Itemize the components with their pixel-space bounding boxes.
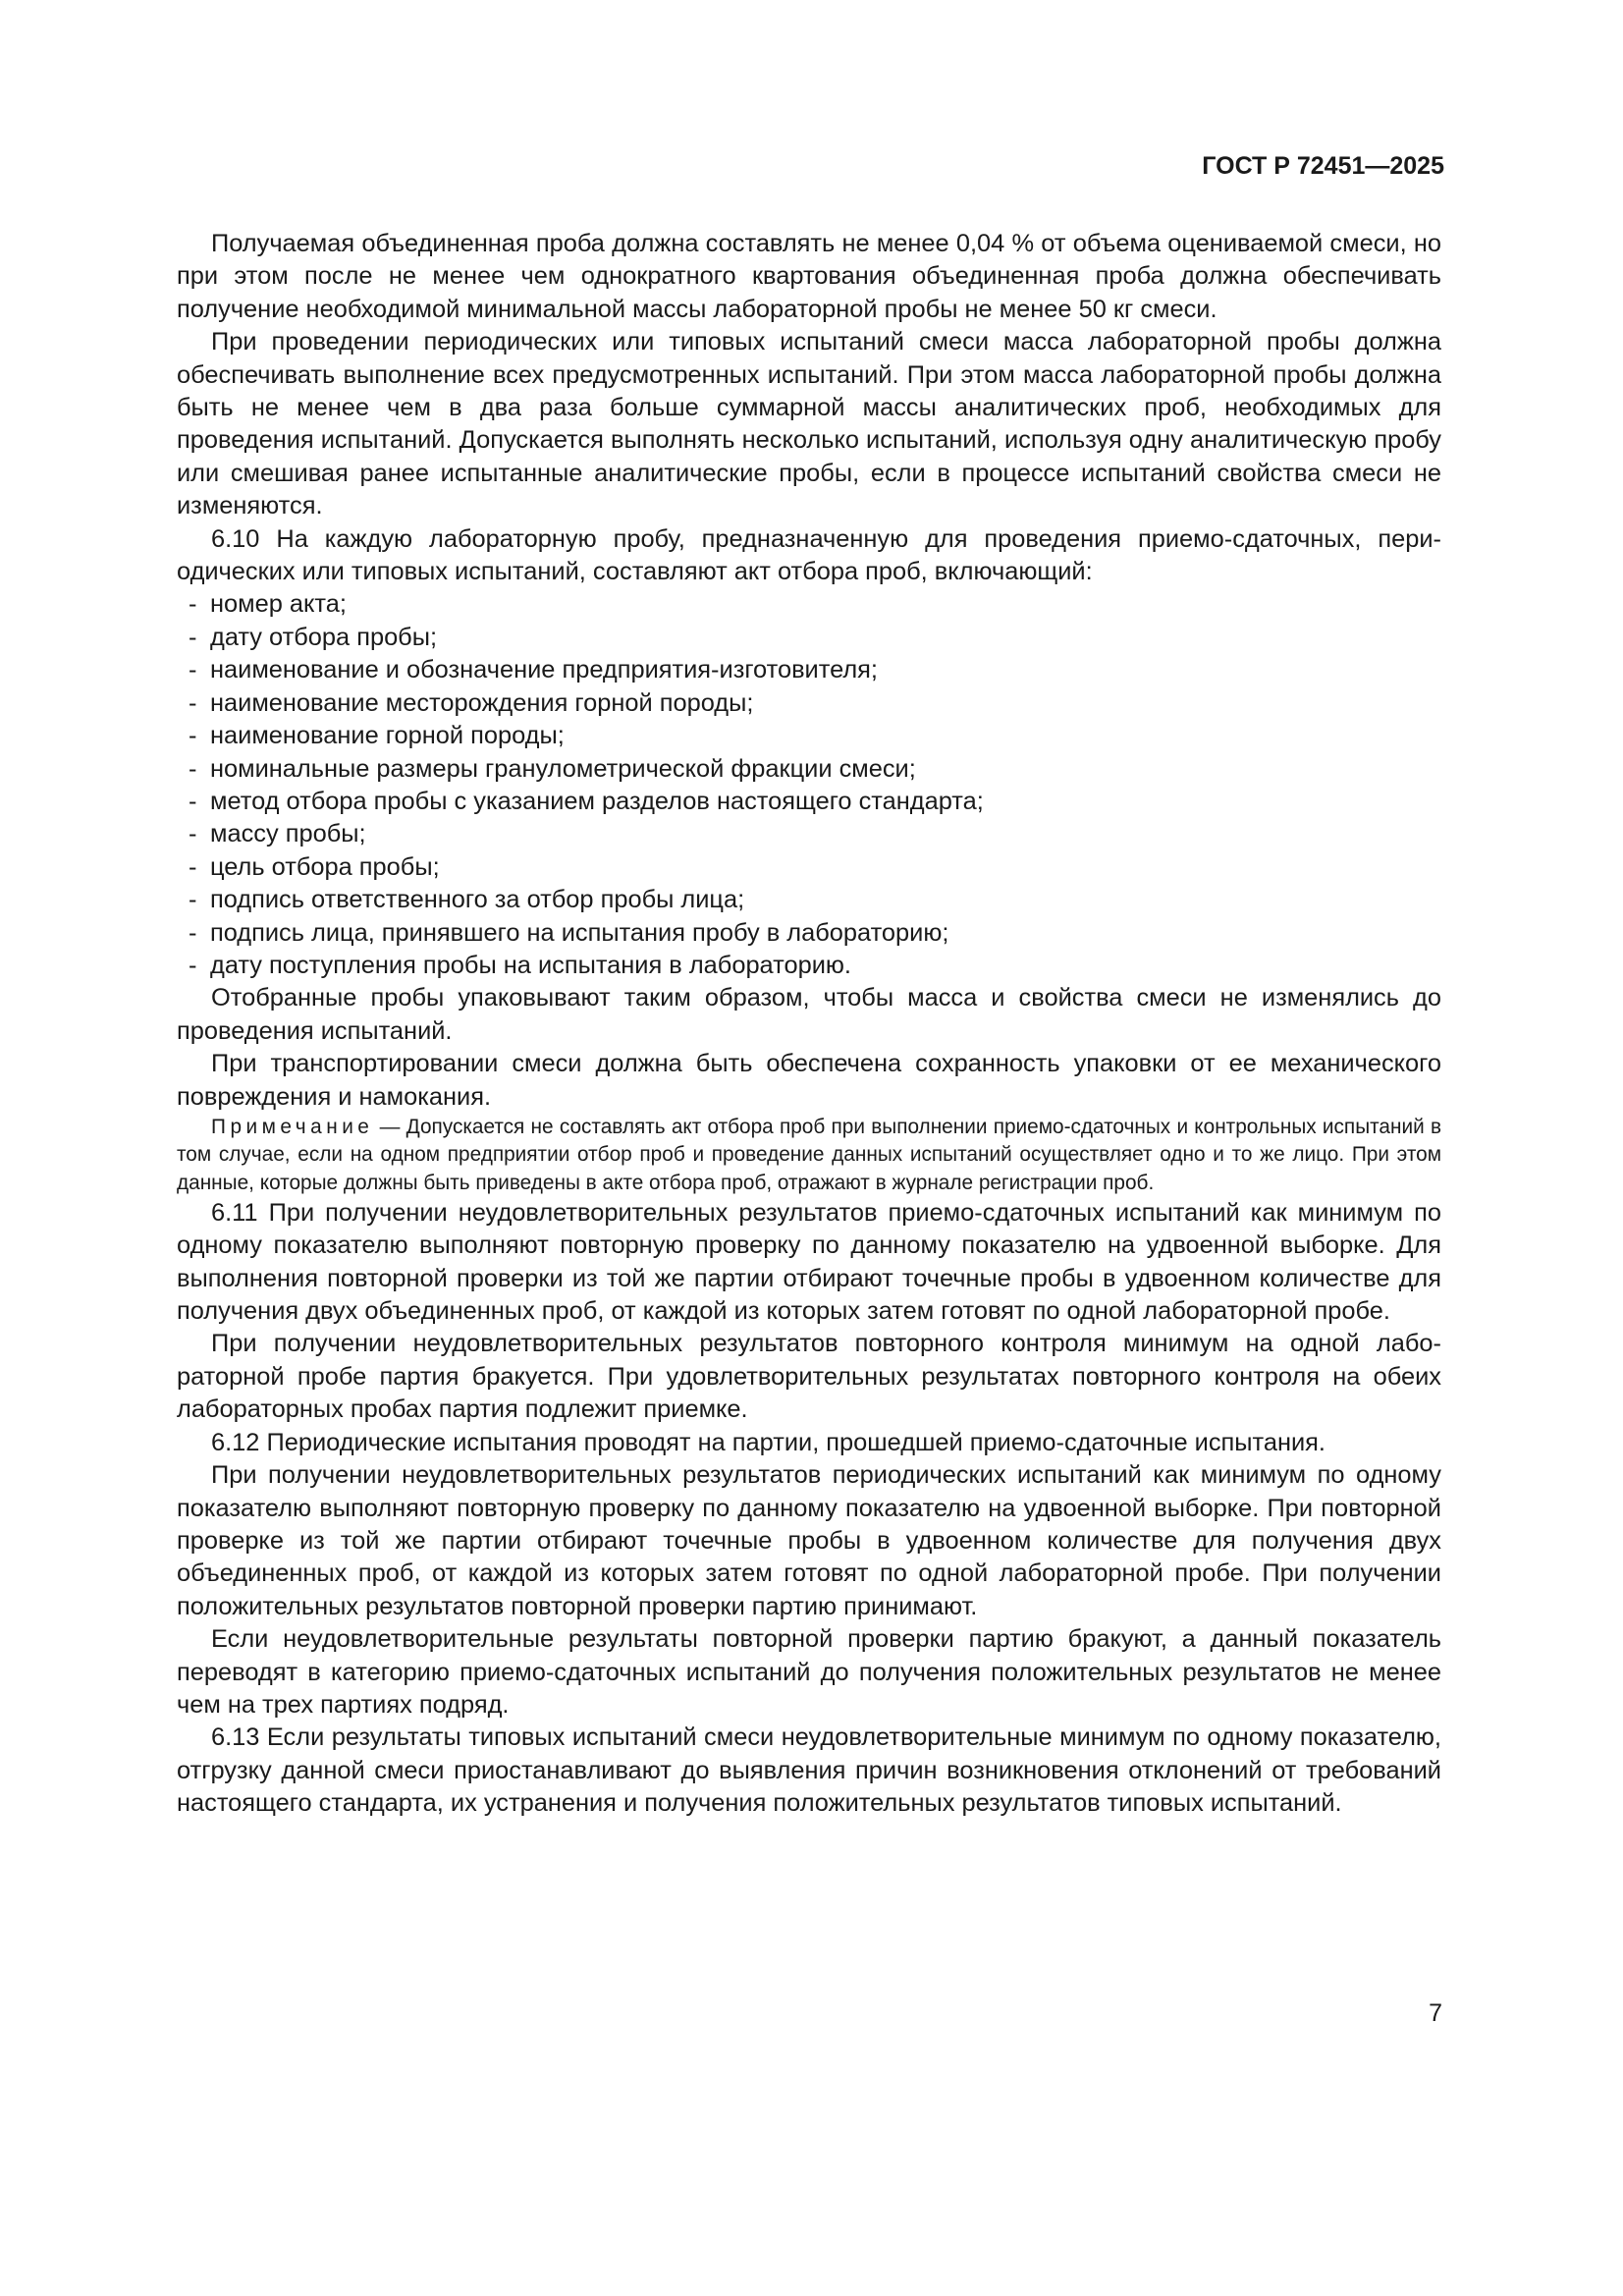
list-dash: - bbox=[189, 656, 197, 684]
list-item: - наименование месторождения горной породы; bbox=[189, 687, 1441, 720]
paragraph-periodic-retest: При получении неудовлетворительных результатов периодических испытаний как минимум по одному показателю выполняют повторную проверку по данному показателю на удвоенной выборке. При повторной проверке из той же партии отбирают точечные пробы в удвоенном количестве для получения двух объединенных проб, от каждой из которых затем готовят по одной лабораторной пробе. При получении положительных результатов повторной проверки партию принимают. bbox=[177, 1461, 1441, 1620]
note-label: Примечание bbox=[211, 1115, 374, 1138]
paragraph-reject-category: Если неудовлетворительные результаты повторной проверки партию бракуют, а данный показатель переводят в категорию приемо-сдаточных испытаний до получения положительных результатов не менее чем на трех партиях подряд. bbox=[177, 1625, 1441, 1719]
paragraph-6-10: 6.10 На каждую лабораторную пробу, предназначенную для проведения приемо-сдаточных, периодических или типовых испытаний, составляют акт отбора проб, включающий: bbox=[177, 524, 1441, 586]
paragraph-lab-sample-mass: При проведении периодических или типовых испытаний смеси масса лабораторной пробы должна обеспечивать выполнение всех предусмотренных испытаний. При этом масса лабораторной пробы должна быть не менее чем в два раза больше суммарной массы аналитических проб, необходимых для проведения испытаний. Допускается выполнять несколько испытаний, используя одну аналитическую пробу или смешивая ранее испытанные аналитические пробы, если в процессе испытаний свойства смеси не изменяются. bbox=[177, 328, 1441, 520]
list-item: - номинальные размеры гранулометрической фракции смеси; bbox=[189, 753, 1441, 786]
list-item: - подпись лица, принявшего на испытания пробу в лабораторию; bbox=[189, 917, 1441, 950]
paragraph-packaging: Отобранные пробы упаковывают таким образом, чтобы масса и свойства смеси не изменялись до проведения испытаний. bbox=[177, 984, 1441, 1045]
list-item: - метод отбора пробы с указанием разделов настоящего стандарта; bbox=[189, 786, 1441, 818]
list-item: - дату поступления пробы на испытания в лабораторию. bbox=[189, 950, 1441, 982]
list-dash: - bbox=[189, 852, 197, 881]
list-item: - цель отбора пробы; bbox=[189, 851, 1441, 884]
paragraph-6-11: 6.11 При получении неудовлетворительных результатов приемо-сдаточных испытаний как минимум по одному показателю выполняют повторную проверку по данному показателю на удвоенной выборке. Для выполнения повторной проверки из той же партии отбирают точечные пробы в удвоенном количестве для получения двух объединенных проб, от каждой из которых затем готовят по одной лабораторной пробе. bbox=[177, 1198, 1441, 1326]
list-dash: - bbox=[189, 951, 197, 979]
paragraph-6-13: 6.13 Если результаты типовых испытаний смеси неудовлетворительные минимум по одному показателю, отгрузку данной смеси приостанавливают до выявления причин возникновения отклонений от требований настоящего стандарта, их устранения и получения положительных результатов типовых испытаний. bbox=[177, 1723, 1441, 1818]
list-dash: - bbox=[189, 688, 197, 717]
list-item: - номер акта; bbox=[189, 588, 1441, 621]
sampling-act-list bbox=[177, 588, 1441, 982]
standard-designation: ГОСТ Р 72451—2025 bbox=[1202, 152, 1444, 180]
page-number: 7 bbox=[1429, 1999, 1442, 2027]
paragraph-combined-sample: Получаемая объединенная проба должна составлять не менее 0,04 % от объема оцениваемой смеси, но при этом после не менее чем однократного квартования объединенная проба должна обеспечивать получение необходимой минимальной массы лабораторной пробы не менее 50 кг смеси. bbox=[177, 230, 1441, 323]
list-item: - наименование и обозначение предприятия-изготовителя; bbox=[189, 654, 1441, 686]
list-dash: - bbox=[189, 623, 197, 651]
note-block bbox=[177, 1114, 1441, 1197]
list-dash: - bbox=[189, 787, 197, 815]
paragraph-retest-result: При получении неудовлетворительных результатов повторного контроля минимум на одной лабораторной пробе партия бракуется. При удовлетворительных результатах повторного контроля на обеих лабораторных пробах партия подлежит приемке. bbox=[177, 1330, 1441, 1424]
list-dash: - bbox=[189, 722, 197, 750]
list-dash: - bbox=[189, 590, 197, 619]
list-dash: - bbox=[189, 754, 197, 783]
note-text: — Допускается не составлять акт отбора проб при выполнении приемо-сдаточных и контрольных испытаний в том случае, если на одном предприятии отбор проб и проведение данных испытаний осуществляет одно и то же лицо. При этом данные, которые должны быть приведены в акте отбора проб, отражают в журнале регистрации проб. bbox=[177, 1115, 1441, 1194]
list-dash: - bbox=[189, 820, 197, 848]
paragraph-6-12: 6.12 Периодические испытания проводят на партии, прошедшей приемо-сдаточные испытания. bbox=[211, 1428, 1325, 1456]
list-item: - подпись ответственного за отбор пробы лица; bbox=[189, 884, 1441, 916]
list-dash: - bbox=[189, 886, 197, 914]
body-text bbox=[177, 228, 1441, 1821]
list-item: - дату отбора пробы; bbox=[189, 622, 1441, 654]
list-item: - наименование горной породы; bbox=[189, 720, 1441, 752]
paragraph-transport: При транспортировании смеси должна быть обеспечена сохранность упаковки от ее механического повреждения и намокания. bbox=[177, 1050, 1441, 1111]
list-dash: - bbox=[189, 918, 197, 947]
list-item: - массу пробы; bbox=[189, 818, 1441, 850]
